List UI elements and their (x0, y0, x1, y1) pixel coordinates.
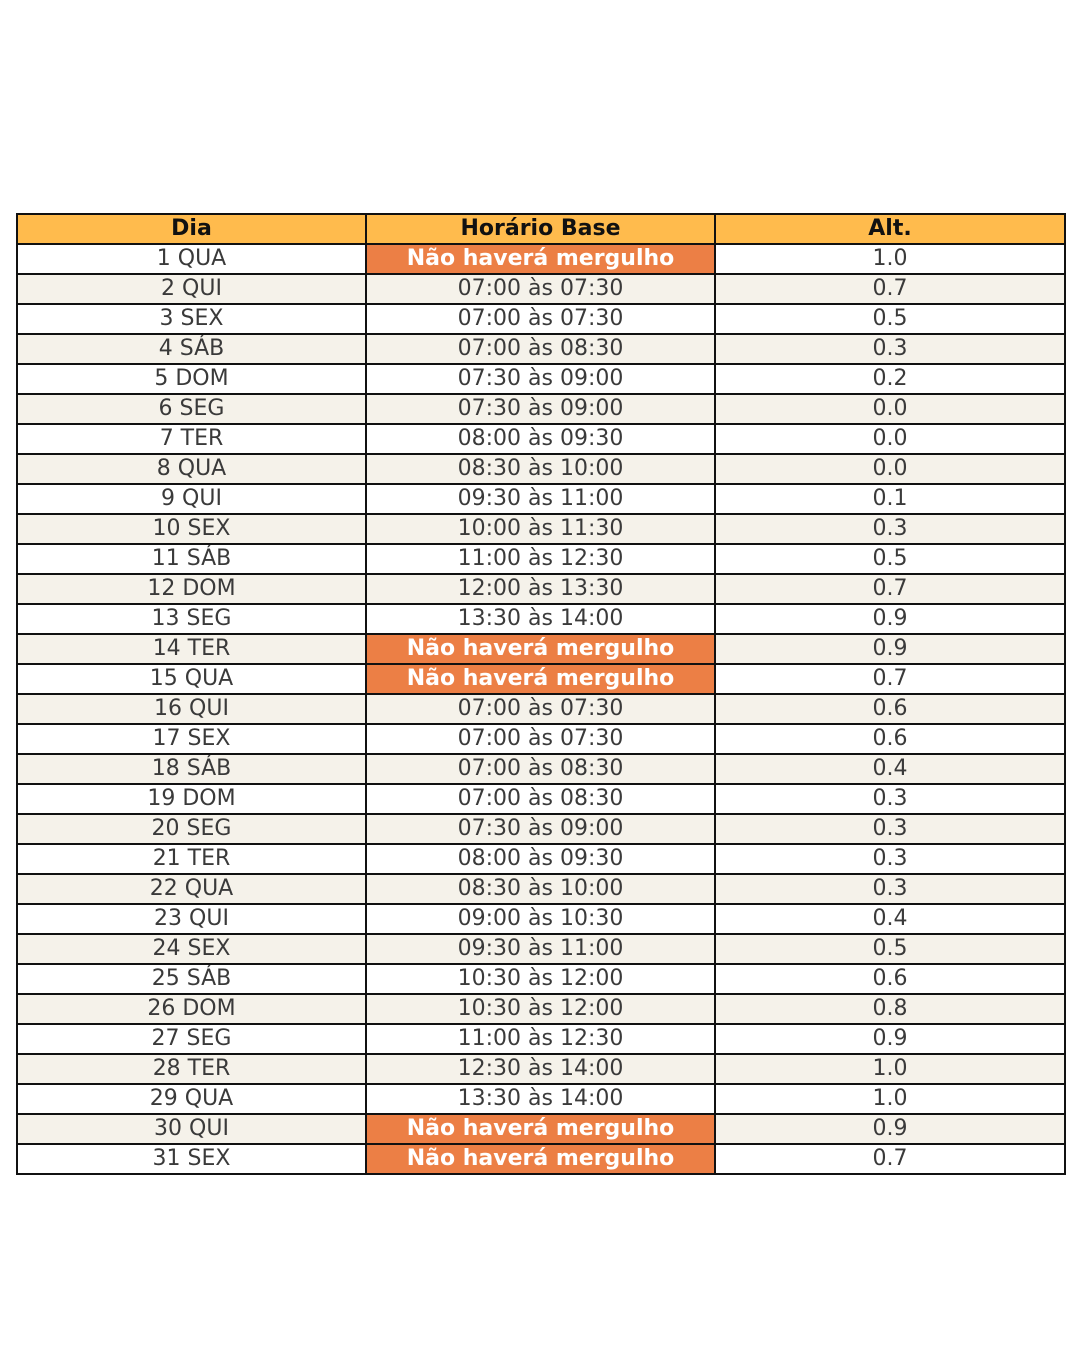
table-row (17, 394, 1065, 424)
alt-cell: 0.2 (715, 364, 1065, 394)
alt-cell: 0.9 (715, 634, 1065, 664)
day-cell: 28 TER (17, 1054, 366, 1084)
alt-cell: 0.7 (715, 574, 1065, 604)
time-cell: 10:30 às 12:00 (366, 994, 715, 1024)
table-row (17, 1054, 1065, 1084)
alt-cell: 0.0 (715, 424, 1065, 454)
table-row (17, 454, 1065, 484)
table-row (17, 1144, 1065, 1174)
alt-cell: 0.3 (715, 874, 1065, 904)
time-cell: 10:30 às 12:00 (366, 964, 715, 994)
table-row (17, 994, 1065, 1024)
table-row (17, 574, 1065, 604)
no-dive-cell: Não haverá mergulho (366, 244, 715, 274)
time-cell: 07:30 às 09:00 (366, 394, 715, 424)
alt-cell: 0.5 (715, 544, 1065, 574)
time-cell: 07:00 às 07:30 (366, 274, 715, 304)
day-cell: 12 DOM (17, 574, 366, 604)
table-row (17, 274, 1065, 304)
day-cell: 25 SÁB (17, 964, 366, 994)
alt-cell: 0.1 (715, 484, 1065, 514)
alt-cell: 0.9 (715, 1114, 1065, 1144)
day-cell: 23 QUI (17, 904, 366, 934)
table-row (17, 604, 1065, 634)
table-row (17, 814, 1065, 844)
alt-cell: 0.5 (715, 934, 1065, 964)
table-row (17, 1114, 1065, 1144)
alt-cell: 0.4 (715, 754, 1065, 784)
time-cell: 13:30 às 14:00 (366, 604, 715, 634)
time-cell: 07:00 às 08:30 (366, 334, 715, 364)
table-row (17, 664, 1065, 694)
time-cell: 08:30 às 10:00 (366, 454, 715, 484)
table-row (17, 754, 1065, 784)
header-time: Horário Base (366, 214, 715, 244)
time-cell: 13:30 às 14:00 (366, 1084, 715, 1114)
day-cell: 8 QUA (17, 454, 366, 484)
header-row (17, 214, 1065, 244)
no-dive-cell: Não haverá mergulho (366, 1144, 715, 1174)
header-alt: Alt. (715, 214, 1065, 244)
day-cell: 30 QUI (17, 1114, 366, 1144)
time-cell: 08:00 às 09:30 (366, 424, 715, 454)
day-cell: 10 SEX (17, 514, 366, 544)
day-cell: 16 QUI (17, 694, 366, 724)
table-row (17, 304, 1065, 334)
alt-cell: 0.3 (715, 784, 1065, 814)
day-cell: 14 TER (17, 634, 366, 664)
day-cell: 29 QUA (17, 1084, 366, 1114)
alt-cell: 0.6 (715, 694, 1065, 724)
alt-cell: 1.0 (715, 1054, 1065, 1084)
table-row (17, 484, 1065, 514)
no-dive-cell: Não haverá mergulho (366, 634, 715, 664)
table-row (17, 334, 1065, 364)
day-cell: 20 SEG (17, 814, 366, 844)
alt-cell: 0.4 (715, 904, 1065, 934)
time-cell: 09:30 às 11:00 (366, 934, 715, 964)
alt-cell: 0.3 (715, 814, 1065, 844)
table-row (17, 1024, 1065, 1054)
alt-cell: 0.3 (715, 334, 1065, 364)
table-row (17, 874, 1065, 904)
time-cell: 09:30 às 11:00 (366, 484, 715, 514)
day-cell: 17 SEX (17, 724, 366, 754)
time-cell: 11:00 às 12:30 (366, 1024, 715, 1054)
time-cell: 12:00 às 13:30 (366, 574, 715, 604)
day-cell: 2 QUI (17, 274, 366, 304)
alt-cell: 0.3 (715, 514, 1065, 544)
time-cell: 08:00 às 09:30 (366, 844, 715, 874)
time-cell: 12:30 às 14:00 (366, 1054, 715, 1084)
table-body (17, 244, 1065, 1174)
day-cell: 22 QUA (17, 874, 366, 904)
table-row (17, 844, 1065, 874)
no-dive-cell: Não haverá mergulho (366, 1114, 715, 1144)
alt-cell: 1.0 (715, 244, 1065, 274)
alt-cell: 0.5 (715, 304, 1065, 334)
alt-cell: 0.9 (715, 1024, 1065, 1054)
time-cell: 09:00 às 10:30 (366, 904, 715, 934)
time-cell: 07:30 às 09:00 (366, 814, 715, 844)
day-cell: 15 QUA (17, 664, 366, 694)
alt-cell: 0.0 (715, 454, 1065, 484)
table-row (17, 1084, 1065, 1114)
day-cell: 1 QUA (17, 244, 366, 274)
day-cell: 31 SEX (17, 1144, 366, 1174)
time-cell: 07:00 às 07:30 (366, 724, 715, 754)
day-cell: 27 SEG (17, 1024, 366, 1054)
day-cell: 5 DOM (17, 364, 366, 394)
table-row (17, 724, 1065, 754)
alt-cell: 1.0 (715, 1084, 1065, 1114)
alt-cell: 0.9 (715, 604, 1065, 634)
no-dive-cell: Não haverá mergulho (366, 664, 715, 694)
table-row (17, 694, 1065, 724)
day-cell: 19 DOM (17, 784, 366, 814)
time-cell: 07:30 às 09:00 (366, 364, 715, 394)
day-cell: 6 SEG (17, 394, 366, 424)
alt-cell: 0.8 (715, 994, 1065, 1024)
day-cell: 26 DOM (17, 994, 366, 1024)
day-cell: 18 SÁB (17, 754, 366, 784)
table-row (17, 244, 1065, 274)
day-cell: 9 QUI (17, 484, 366, 514)
table-row (17, 634, 1065, 664)
alt-cell: 0.3 (715, 844, 1065, 874)
alt-cell: 0.7 (715, 664, 1065, 694)
time-cell: 07:00 às 08:30 (366, 754, 715, 784)
alt-cell: 0.6 (715, 724, 1065, 754)
header-day: Dia (17, 214, 366, 244)
alt-cell: 0.6 (715, 964, 1065, 994)
time-cell: 08:30 às 10:00 (366, 874, 715, 904)
table-row (17, 544, 1065, 574)
alt-cell: 0.0 (715, 394, 1065, 424)
table-row (17, 934, 1065, 964)
day-cell: 4 SÁB (17, 334, 366, 364)
day-cell: 13 SEG (17, 604, 366, 634)
day-cell: 24 SEX (17, 934, 366, 964)
dive-schedule-table (16, 213, 1066, 1175)
time-cell: 11:00 às 12:30 (366, 544, 715, 574)
time-cell: 07:00 às 07:30 (366, 694, 715, 724)
time-cell: 07:00 às 07:30 (366, 304, 715, 334)
table-row (17, 364, 1065, 394)
table-row (17, 904, 1065, 934)
day-cell: 11 SÁB (17, 544, 366, 574)
table-row (17, 424, 1065, 454)
time-cell: 07:00 às 08:30 (366, 784, 715, 814)
day-cell: 7 TER (17, 424, 366, 454)
alt-cell: 0.7 (715, 274, 1065, 304)
day-cell: 3 SEX (17, 304, 366, 334)
table-row (17, 514, 1065, 544)
table-row (17, 964, 1065, 994)
table-header (17, 214, 1065, 244)
time-cell: 10:00 às 11:30 (366, 514, 715, 544)
table-row (17, 784, 1065, 814)
day-cell: 21 TER (17, 844, 366, 874)
alt-cell: 0.7 (715, 1144, 1065, 1174)
